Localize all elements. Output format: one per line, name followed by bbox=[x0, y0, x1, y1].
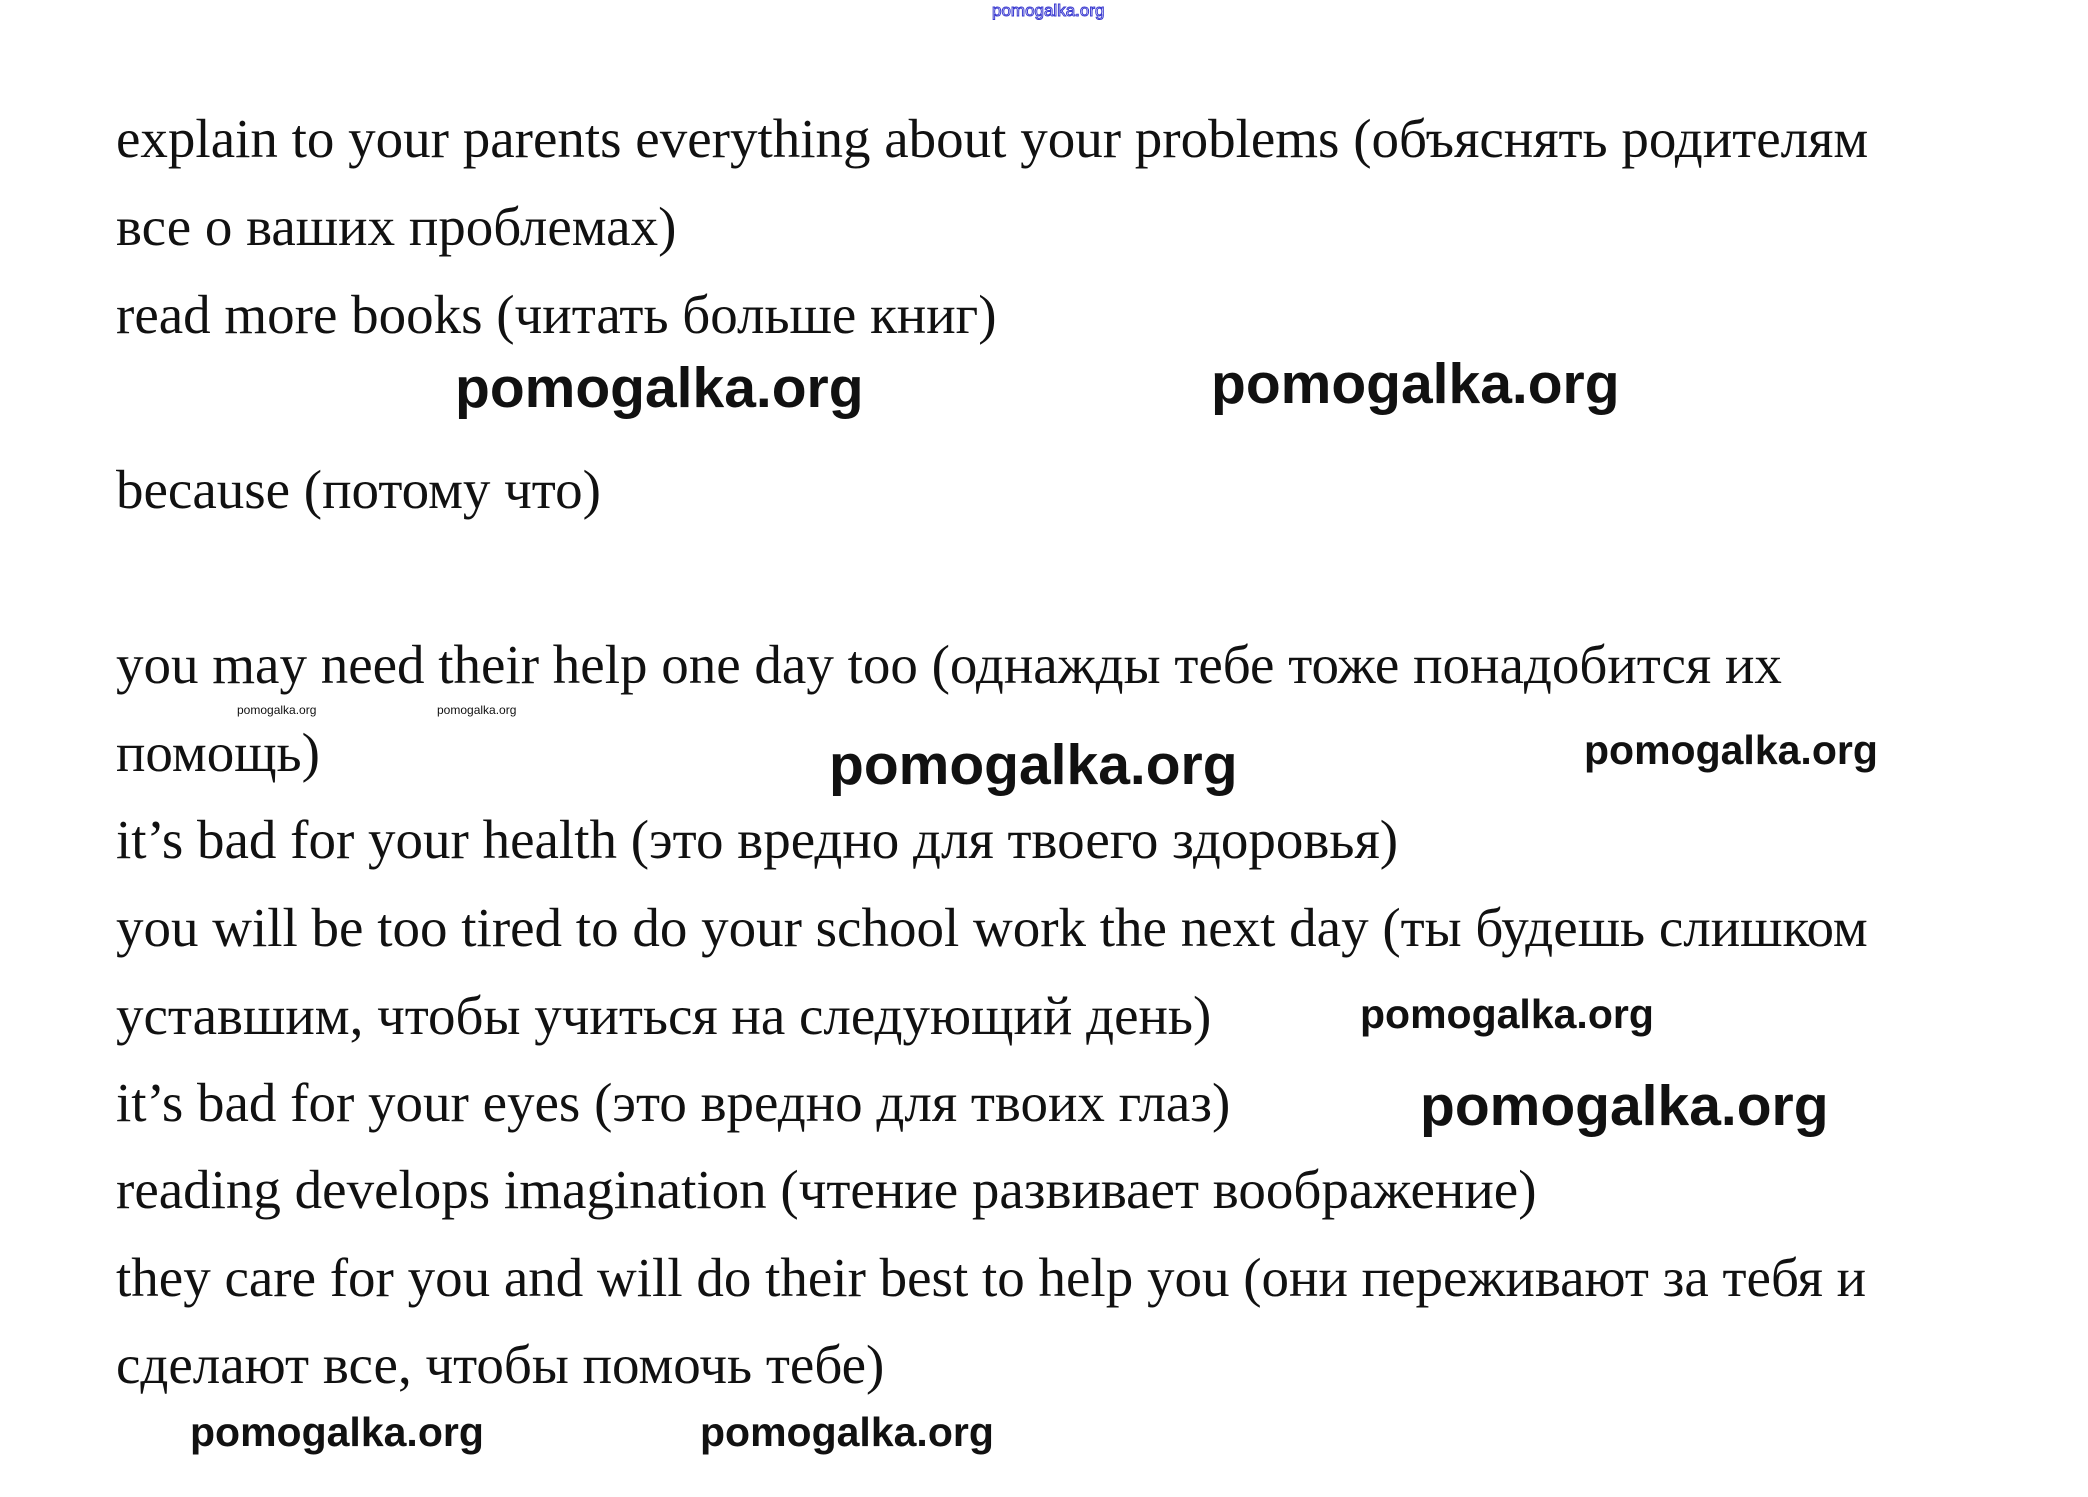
text-line: explain to your parents everything about your problems (объяснять родителям bbox=[116, 108, 1869, 169]
text-line: it’s bad for your eyes (это вредно для твоих глаз) bbox=[116, 1072, 1231, 1133]
text-line: все о ваших проблемах) bbox=[116, 196, 677, 257]
watermark: pomogalka.org bbox=[190, 1409, 484, 1455]
watermark: pomogalka.org bbox=[700, 1409, 994, 1455]
text-line: read more books (читать больше книг) bbox=[116, 284, 997, 345]
watermark: pomogalka.org bbox=[829, 733, 1238, 797]
text-line: сделают все, чтобы помочь тебе) bbox=[116, 1334, 885, 1395]
watermark: pomogalka.org bbox=[455, 356, 864, 420]
text-line: you will be too tired to do your school work the next day (ты будешь слишком bbox=[116, 897, 1868, 958]
text-line: reading develops imagination (чтение развивает воображение) bbox=[116, 1159, 1537, 1220]
header-watermark: pomogalka.org bbox=[992, 1, 1105, 20]
text-line: you may need their help one day too (однажды тебе тоже понадобится их bbox=[116, 634, 1782, 695]
text-line: because (потому что) bbox=[116, 459, 601, 520]
text-line: помощь) bbox=[116, 722, 320, 783]
watermark: pomogalka.org bbox=[237, 703, 317, 717]
text-line: it’s bad for your health (это вредно для твоего здоровья) bbox=[116, 809, 1399, 870]
text-line: уставшим, чтобы учиться на следующий день) bbox=[116, 985, 1212, 1046]
watermark: pomogalka.org bbox=[437, 703, 517, 717]
watermark: pomogalka.org bbox=[1211, 352, 1620, 416]
watermark: pomogalka.org bbox=[1420, 1074, 1829, 1138]
watermark: pomogalka.org bbox=[1584, 727, 1878, 773]
watermark: pomogalka.org bbox=[1360, 991, 1654, 1037]
text-line: they care for you and will do their best to help you (они переживают за тебя и bbox=[116, 1247, 1867, 1308]
